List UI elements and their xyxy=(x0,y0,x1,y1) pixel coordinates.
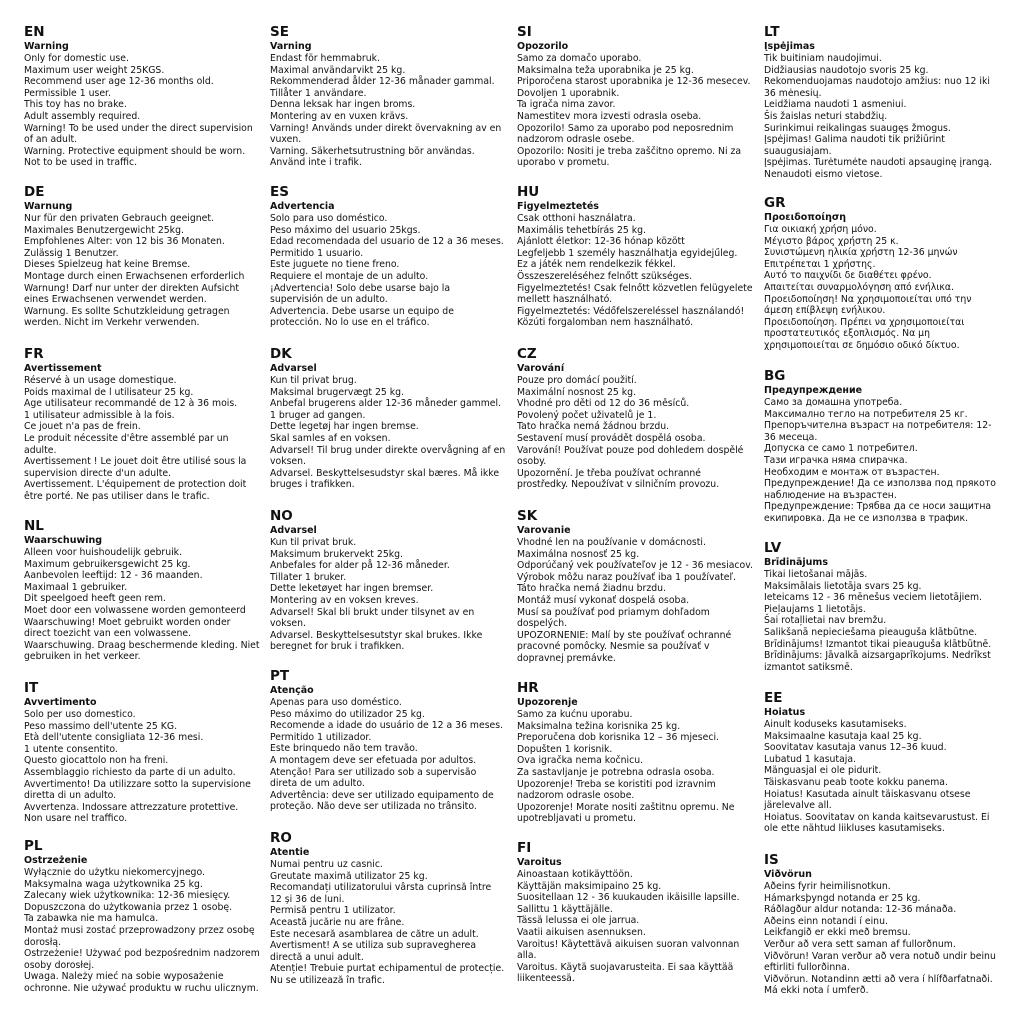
warning-line: Leikfangið er ekki með bremsu. xyxy=(764,927,911,939)
warning-line: Non usare nel traffico. xyxy=(24,813,128,825)
language-code: SI xyxy=(517,24,532,40)
warning-line: Vaatii aikuisen asennuksen. xyxy=(517,926,646,938)
language-code: IS xyxy=(764,852,779,868)
warning-line: Advarsel! Til brug under direkte overvågning af en voksen. xyxy=(270,444,506,468)
warning-line: Recomende a idade do usuário de 12 a 36 meses. xyxy=(270,720,504,732)
warning-line: Denna leksak har ingen broms. xyxy=(270,99,416,111)
language-code: RO xyxy=(270,830,292,846)
warning-line: Waarschuwing! Moet gebruikt worden onder direct toezicht van een volwassene. xyxy=(24,616,231,640)
warning-line: Age utilisateur recommandé de 12 à 36 mois. xyxy=(24,398,238,410)
warning-lines xyxy=(270,697,506,813)
warning-line: Vhodné pro děti od 12 do 36 měsíců. xyxy=(517,398,690,410)
warning-line: Le produit nécessite d'être assemblé par un adulte. xyxy=(24,432,229,456)
warning-line: Viðvörun! Varan verður að vera notuð undir beinu eftirliti fullorðinna. xyxy=(764,950,996,974)
warning-line: Maksimal brugervægt 25 kg. xyxy=(270,386,405,398)
warning-section-hu xyxy=(517,184,753,329)
warning-line: Hoiatus! Kasutada ainult täiskasvanu otsese järelevalve all. xyxy=(764,788,971,812)
warning-line: Dette leketøyet har ingen bremser. xyxy=(270,583,434,595)
language-code: ES xyxy=(270,184,289,200)
warning-line: Greutate maximă utilizator 25 kg. xyxy=(270,870,428,882)
warning-section-hr xyxy=(517,680,753,825)
warning-heading: Waarschuwing xyxy=(24,535,103,546)
warning-line: Suositellaan 12 - 36 kuukauden ikäisille lapsille. xyxy=(517,892,740,904)
warning-line: Maximales Benutzergewicht 25kg. xyxy=(24,224,184,236)
warning-line: Priporočena starost uporabnika je 12-36 mesecev. xyxy=(517,76,751,88)
warning-line: Adult assembly required. xyxy=(24,110,141,122)
warning-lines xyxy=(24,213,260,329)
warning-lines xyxy=(270,53,506,169)
warning-line: Maksymalna waga użytkownika 25 kg. xyxy=(24,878,203,890)
warning-heading: Avertissement xyxy=(24,363,102,374)
warning-heading: Avvertimento xyxy=(24,697,97,708)
warning-line: Zalecany wiek użytkownika: 12-36 miesięcy. xyxy=(24,890,231,902)
warning-lines xyxy=(517,709,753,825)
warning-line: Musí sa používať pod priamym dohľadom dospelých. xyxy=(517,606,710,630)
warning-line: Réservé à un usage domestique. xyxy=(24,375,177,386)
warning-line: Šis žaislas neturi stabdžių. xyxy=(764,110,888,122)
warning-line: Upozorenje! Morate nositi zaštitnu opremu. Ne upotrebljavati u prometu. xyxy=(517,801,735,825)
warning-section-lv xyxy=(764,540,1000,673)
warning-line: Ostrzeżenie! Używać pod bezpośrednim nadzorem osoby dorosłej. xyxy=(24,948,260,971)
warning-line: Προειδοποίηση. Πρέπει να χρησιμοποιείται προστατευτικός εξοπλισμός. Να μη χρησιμοποιείται σε δημόσιο οδικό δίκτυο. xyxy=(764,316,965,351)
warning-section-ee xyxy=(764,690,1000,835)
warning-line: Επιτρέπεται 1 χρήστης. xyxy=(764,258,876,270)
warning-line: Zulässig 1 Benutzer. xyxy=(24,247,119,259)
warning-lines xyxy=(764,881,1000,997)
warning-line: Empfohlenes Alter: von 12 bis 36 Monaten. xyxy=(24,236,225,248)
warning-section-bg xyxy=(764,368,1000,525)
warning-section-pl xyxy=(24,838,260,995)
warning-section-se xyxy=(270,24,506,169)
warning-line: Csak otthoni használatra. xyxy=(517,213,636,224)
warning-line: Advertencia. Debe usarse un equipo de protección. No lo use en el tráfico. xyxy=(270,305,454,329)
warning-line: Lubatud 1 kasutaja. xyxy=(764,753,857,765)
warning-line: Nur für den privaten Gebrauch geeignet. xyxy=(24,213,214,224)
warning-line: Opozorilo! Samo za uporabo pod neposrednim nadzorom odrasle osebe. xyxy=(517,122,734,146)
warning-line: Anbefales for alder på 12-36 måneder. xyxy=(270,560,450,572)
warning-line: Upozornění. Je třeba používat ochranné prostředky. Nepoužívat v silničním provozu. xyxy=(517,467,720,491)
warning-lines xyxy=(764,53,1000,181)
warning-line: Ta zabawka nie ma hamulca. xyxy=(24,913,159,925)
language-code: PL xyxy=(24,838,43,854)
warning-line: Advarsel! Skal bli brukt under tilsynet av en voksen. xyxy=(270,606,475,630)
warning-line: Wyłącznie do użytku niekomercyjnego. xyxy=(24,867,205,878)
warning-line: Dit speelgoed heeft geen rem. xyxy=(24,593,166,605)
warning-line: Maximális tehetbírás 25 kg. xyxy=(517,224,646,236)
warning-line: Montáž musí vykonať dospelá osoba. xyxy=(517,594,690,606)
warning-heading: Varoitus xyxy=(517,857,562,868)
warning-line: Maksimalna teža uporabnika je 25 kg. xyxy=(517,64,694,76)
warning-line: Maximální nosnost 25 kg. xyxy=(517,386,637,398)
warning-line: Má ekki nota í umferð. xyxy=(764,985,869,997)
warning-line: Ráðlagður aldur notanda: 12-36 mánaða. xyxy=(764,904,957,916)
warning-line: Only for domestic use. xyxy=(24,53,129,64)
warning-line: Pouze pro domácí použití. xyxy=(517,375,637,386)
warning-line: Maksimālais lietotāja svars 25 kg. xyxy=(764,580,922,592)
warning-line: Waarschuwing. Draag beschermende kleding. Niet gebruiken in het verkeer. xyxy=(24,639,260,663)
warning-line: Opozorilo: Nositi je treba zaščitno opremo. Ni za uporabo v prometu. xyxy=(517,145,742,169)
warning-line: Ainoastaan kotikäyttöön. xyxy=(517,869,633,880)
warning-heading: Ostrzeżenie xyxy=(24,855,88,866)
warning-line: Vhodné len na používanie v domácnosti. xyxy=(517,537,706,548)
warning-line: Permissible 1 user. xyxy=(24,87,111,99)
warning-line: Questo giocattolo non ha freni. xyxy=(24,755,169,767)
language-code: PT xyxy=(270,668,290,684)
warning-line: Összeszereléséhez felnőtt szükséges. xyxy=(517,270,693,282)
warning-line: Препоръчителна възраст на потребителя: 12-36 месеца. xyxy=(764,420,992,443)
warning-line: Leidžiama naudoti 1 asmeniui. xyxy=(764,99,907,111)
warning-line: Kun til privat bruk. xyxy=(270,537,357,548)
warning-lines xyxy=(517,213,753,329)
warning-line: Допуска се само 1 потребител. xyxy=(764,443,918,455)
warning-line: Dieses Spielzeug hat keine Bremse. xyxy=(24,259,191,271)
warning-heading: Varovanie xyxy=(517,525,571,536)
warning-line: Varoitus. Käytä suojavarusteita. Ei saa käyttää liikenteessä. xyxy=(517,961,734,985)
warning-line: Moet door een volwassene worden gemonteerd xyxy=(24,604,246,616)
warning-heading: Warning xyxy=(24,41,69,52)
warning-section-it xyxy=(24,680,260,825)
warning-line: Rekomenduojamas naudotojo amžius: nuo 12 iki 36 mėnesių. xyxy=(764,76,990,99)
warning-line: Αυτό το παιχνίδι δε διαθέτει φρένο. xyxy=(764,270,932,282)
warning-line: Varning. Säkerhetsutrustning bör användas. xyxy=(270,145,475,157)
warning-line: Täiskasvanu peab toote kokku panema. xyxy=(764,776,948,788)
warning-line: Tik buitiniam naudojimui. xyxy=(764,53,882,64)
warning-line: Samo za domačo uporabo. xyxy=(517,53,642,64)
warning-heading: Brīdinājums xyxy=(764,557,828,568)
language-code: IT xyxy=(24,680,39,696)
warning-line: Montage durch einen Erwachsenen erforderlich xyxy=(24,270,245,282)
warning-line: Ce jouet n'a pas de frein. xyxy=(24,421,141,433)
warning-line: Varning! Används under direkt övervakning av en vuxen. xyxy=(270,122,502,146)
warning-heading: Įspėjimas xyxy=(764,41,815,52)
warning-line: Varování! Používat pouze pod dohledem dospělé osoby. xyxy=(517,444,744,468)
language-code: FR xyxy=(24,346,44,362)
warning-line: Maksimalna težina korisnika 25 kg. xyxy=(517,720,681,732)
warning-line: Solo per uso domestico. xyxy=(24,709,136,720)
warning-line: Samo za kućnu uporabu. xyxy=(517,709,633,720)
warning-line: Tikai lietošanai mājās. xyxy=(764,569,868,580)
warning-line: Tässä lelussa ei ole jarrua. xyxy=(517,915,640,927)
warning-line: Peso máximo do utilizador 25 kg. xyxy=(270,708,425,720)
warning-line: Aðeins fyrir heimilisnotkun. xyxy=(764,881,891,892)
warning-line: Maksimaalne kasutaja kaal 25 kg. xyxy=(764,730,922,742)
warning-line: Permisă pentru 1 utilizator. xyxy=(270,905,396,917)
warning-heading: Atentie xyxy=(270,847,310,858)
warning-line: Maximum user weight 25KGS. xyxy=(24,64,165,76)
warning-line: Hoiatus. Soovitatav on kanda kaitsevarustust. Ei ole ette nähtud liikluses kasutamiseks. xyxy=(764,811,990,835)
warning-lines xyxy=(764,397,1000,525)
language-code: EN xyxy=(24,24,45,40)
warning-heading: Warnung xyxy=(24,201,73,212)
warning-lines xyxy=(24,53,260,169)
warning-lines xyxy=(24,709,260,825)
warning-heading: Предупреждение xyxy=(764,385,863,396)
warning-line: Dopušten 1 korisnik. xyxy=(517,743,613,755)
warning-line: Μέγιστο βάρος χρήστη 25 κ. xyxy=(764,235,899,247)
warning-line: Aanbevolen leeftijd: 12 - 36 maanden. xyxy=(24,570,203,582)
warning-heading: Figyelmeztetés xyxy=(517,201,599,212)
warning-line: Skal samles af en voksen. xyxy=(270,432,391,444)
warning-line: Απαιτείται συναρμολόγηση από ενήλικα. xyxy=(764,281,954,293)
warning-section-es xyxy=(270,184,506,329)
warning-section-gr xyxy=(764,195,1000,352)
warning-line: Avertissement ! Le jouet doit être utilisé sous la supervision directe d'un adulte. xyxy=(24,456,247,479)
warning-line: Această jucărie nu are frâne. xyxy=(270,916,405,928)
warning-line: Výrobok môžu naraz používať iba 1 používateľ. xyxy=(517,571,736,583)
warning-section-nl xyxy=(24,518,260,663)
warning-line: Permitido 1 usuario. xyxy=(270,247,364,259)
warning-line: Montering av en voksen kreves. xyxy=(270,594,419,606)
warning-lines xyxy=(517,375,753,491)
warning-line: Warning. Protective equipment should be worn. xyxy=(24,145,246,157)
warning-line: Apenas para uso doméstico. xyxy=(270,697,402,708)
warning-lines xyxy=(270,859,506,987)
warning-line: Använd inte i trafik. xyxy=(270,157,362,169)
warning-line: Advarsel. Beskyttelsesudstyr skal bæres. Må ikke bruges i trafikken. xyxy=(270,467,500,491)
language-code: LT xyxy=(764,24,780,40)
warning-line: Įspėjimas! Galima naudoti tik prižiūrint suaugusiajam. xyxy=(764,134,945,157)
warning-line: This toy has no brake. xyxy=(24,99,127,111)
warning-line: Dovoljen 1 uporabnik. xyxy=(517,87,620,99)
language-code: HR xyxy=(517,680,539,696)
warning-line: Ajánlott életkor: 12-36 hónap között xyxy=(517,236,685,248)
warning-lines xyxy=(24,375,260,503)
warning-line: Recommend user age 12-36 months old. xyxy=(24,76,214,88)
warning-line: Kun til privat brug. xyxy=(270,375,357,386)
warning-line: Didžiausias naudotojo svoris 25 kg. xyxy=(764,64,929,76)
language-code: SK xyxy=(517,508,538,524)
warning-line: Sestavení musí provádět dospělá osoba. xyxy=(517,432,706,444)
warning-line: Максимално тегло на потребителя 25 кг. xyxy=(764,408,968,420)
warning-line: Povolený počet uživatelů je 1. xyxy=(517,409,657,421)
warning-line: Tillåter 1 användare. xyxy=(270,87,367,99)
warning-line: Maximálna nosnosť 25 kg. xyxy=(517,548,640,560)
warning-line: Montaż musi zostać przeprowadzony przez osobę dorosłą. xyxy=(24,924,255,948)
warning-line: Dette legetøj har ingen bremse. xyxy=(270,421,419,433)
warning-line: Figyelmeztetés: Védőfelszereléssel használandó! xyxy=(517,305,745,317)
warning-line: A montagem deve ser efetuada por adultos. xyxy=(270,754,477,766)
language-code: NL xyxy=(24,518,44,534)
warning-line: Anbefal brugerens alder 12-36 måneder gammel. xyxy=(270,398,502,410)
warning-line: Recomandați utilizatorului vârsta cuprinsă între 12 și 36 de luni. xyxy=(270,882,492,905)
warning-line: Not to be used in traffic. xyxy=(24,157,138,169)
warning-line: Maximum gebruikersgewicht 25 kg. xyxy=(24,558,191,570)
warning-line: Συνιστώμενη ηλικία χρήστη 12-36 μηνών xyxy=(764,247,958,259)
warning-line: Ainult koduseks kasutamiseks. xyxy=(764,719,907,730)
warning-line: Sallittu 1 käyttäjälle. xyxy=(517,903,613,915)
warning-line: 1 utente consentito. xyxy=(24,743,118,755)
warning-line: Предупреждение: Трябва да се носи защитна екипировка. Да не се използва в трафик. xyxy=(764,501,992,524)
warning-line: Avertisment! A se utiliza sub supravegherea directă a unui adult. xyxy=(270,940,477,963)
warning-line: Brīdinājums! Izmantot tikai pieauguša klātbūtnē. xyxy=(764,638,992,650)
warning-line: Brīdinājums: Jāvalkā aizsargaprīkojums. Nedrīkst izmantot satiksmē. xyxy=(764,650,991,673)
warning-line: Namestitev mora izvesti odrasla oseba. xyxy=(517,110,702,122)
language-code: LV xyxy=(764,540,782,556)
warning-line: Közúti forgalomban nem használható. xyxy=(517,317,694,329)
warning-line: Uwaga. Należy mieć na sobie wyposażenie ochronne. Nie używać produktu w ruchu ulicznym. xyxy=(24,971,259,994)
warning-section-en xyxy=(24,24,260,169)
language-code: NO xyxy=(270,508,293,524)
warning-line: Surinkimui reikalingas suaugęs žmogus. xyxy=(764,122,951,134)
warning-line: Advertência: deve ser utilizado equipamento de proteção. Não deve ser utilizada no trânsito. xyxy=(270,789,494,813)
warning-lines xyxy=(517,53,753,169)
warning-lines xyxy=(270,375,506,491)
warning-line: Peso máximo del usuario 25kgs. xyxy=(270,224,421,236)
warning-line: Este juguete no tiene freno. xyxy=(270,259,400,271)
warning-line: Warnung! Darf nur unter der direkten Aufsicht eines Erwachsenen verwendet werden. xyxy=(24,282,240,306)
warning-line: Rekommenderad ålder 12-36 månader gammal. xyxy=(270,76,495,88)
warning-line: Preporučena dob korisnika 12 – 36 mjeseci. xyxy=(517,732,719,744)
language-code: SE xyxy=(270,24,289,40)
warning-line: Upozorenje! Treba se koristiti pod izravnim nadzorom odrasle osobe. xyxy=(517,778,716,802)
language-code: EE xyxy=(764,690,783,706)
warning-heading: Atenção xyxy=(270,685,314,696)
warning-line: Za sastavljanje je potrebna odrasla osoba. xyxy=(517,766,715,778)
warning-line: 1 bruger ad gangen. xyxy=(270,409,366,421)
warning-section-lt xyxy=(764,24,1000,181)
warning-line: Varoitus! Käytettävä aikuisen suoran valvonnan alla. xyxy=(517,938,740,962)
warning-line: Alleen voor huishoudelijk gebruik. xyxy=(24,547,183,558)
warning-section-fi xyxy=(517,840,753,985)
warning-line: Este necesară asamblarea de către un adult. xyxy=(270,928,479,940)
warning-line: Για οικιακή χρήση μόνο. xyxy=(764,224,877,235)
warning-line: Dopuszczona do użytkowania przez 1 osobę. xyxy=(24,901,233,913)
warning-line: Ta igrača nima zavor. xyxy=(517,99,616,111)
warning-line: Warnung. Es sollte Schutzkleidung getragen werden. Nicht im Verkehr verwenden. xyxy=(24,305,230,329)
warning-line: Προειδοποίηση! Να χρησιμοποιείται υπό την άμεση επίβλεψη ενήλικου. xyxy=(764,293,972,317)
warning-heading: Advarsel xyxy=(270,525,317,536)
language-code: BG xyxy=(764,368,786,384)
warning-lines xyxy=(764,224,1000,352)
warning-lines xyxy=(24,867,260,995)
warning-heading: Upozorenje xyxy=(517,697,578,708)
warning-lines xyxy=(517,537,753,665)
warning-line: Solo para uso doméstico. xyxy=(270,213,388,224)
warning-line: Montering av en vuxen krävs. xyxy=(270,110,409,122)
warning-line: Poids maximal de l utilisateur 25 kg. xyxy=(24,386,194,398)
warning-line: Avertissement. L'équipement de protection doit être porté. Ne pas utiliser dans le trafic. xyxy=(24,479,247,502)
warning-line: Maximal användarvikt 25 kg. xyxy=(270,64,406,76)
warning-line: Edad recomendada del usuario de 12 a 36 meses. xyxy=(270,236,504,248)
warning-line: Advarsel. Beskyttelsesutstyr skal brukes. Ikke beregnet for bruk i trafikken. xyxy=(270,629,483,653)
warning-section-cz xyxy=(517,346,753,491)
language-code: HU xyxy=(517,184,540,200)
warning-line: Nenaudoti eismo vietose. xyxy=(764,168,883,180)
warning-line: Tato hračka nemá žádnou brzdu. xyxy=(517,421,670,433)
warning-heading: Advertencia xyxy=(270,201,335,212)
warning-line: Необходим е монтаж от възрастен. xyxy=(764,466,940,478)
warning-section-no xyxy=(270,508,506,653)
warning-line: Legfeljebb 1 személy használhatja egyidejűleg. xyxy=(517,247,738,259)
warning-line: 1 utilisateur admissible à la fois. xyxy=(24,409,175,421)
warning-line: Предупреждение! Да се използва под прякото наблюдение на възрастен. xyxy=(764,478,996,501)
warning-line: Ez a játék nem rendelkezik fékkel. xyxy=(517,259,676,271)
warning-line: Táto hračka nemá žiadnu brzdu. xyxy=(517,583,666,595)
warning-line: Este brinquedo não tem travão. xyxy=(270,743,418,755)
warning-line: Atenção! Para ser utilizado sob a supervisão direta de um adulto. xyxy=(270,766,477,790)
warning-line: Tillater 1 bruker. xyxy=(270,571,347,583)
warning-section-fr xyxy=(24,346,260,503)
warning-line: Assemblaggio richiesto da parte di un adulto. xyxy=(24,766,236,778)
warning-line: Peso massimo dell'utente 25 KG. xyxy=(24,720,178,732)
warning-line: Numai pentru uz casnic. xyxy=(270,859,383,870)
warning-line: Viðvörun. Notandinn ætti að vera í hlífðarfatnaði. xyxy=(764,973,993,985)
warning-section-pt xyxy=(270,668,506,813)
warning-line: Maximaal 1 gebruiker. xyxy=(24,581,128,593)
warning-line: Requiere el montaje de un adulto. xyxy=(270,270,429,282)
warning-line: Aðeins einn notandi í einu. xyxy=(764,915,888,927)
warning-line: Permitido 1 utilizador. xyxy=(270,731,372,743)
warning-line: Ieteicams 12 - 36 mēnešus veciem lietotājiem. xyxy=(764,592,982,604)
language-code: GR xyxy=(764,195,786,211)
warning-heading: Advarsel xyxy=(270,363,317,374)
warning-line: Само за домашна употреба. xyxy=(764,397,903,408)
warning-line: UPOZORNENIE: Malí by ste používať ochranné pracovné pomôcky. Nesmie sa používať v dopravnej premávke. xyxy=(517,629,732,664)
warning-line: Soovitatav kasutaja vanus 12–36 kuud. xyxy=(764,742,947,754)
warning-line: Salikšanā nepieciešama pieauguša klātbūtne. xyxy=(764,626,978,638)
warning-line: Figyelmeztetés! Csak felnőtt közvetlen felügyelete mellett használható. xyxy=(517,282,753,306)
warning-heading: Hoiatus xyxy=(764,707,806,718)
warning-line: Endast för hemmabruk. xyxy=(270,53,380,64)
warning-lines xyxy=(270,537,506,653)
warning-lines xyxy=(517,869,753,985)
warning-line: Käyttäjän maksimipaino 25 kg. xyxy=(517,880,662,892)
warning-section-is xyxy=(764,852,1000,997)
language-code: DE xyxy=(24,184,45,200)
warning-line: Hámarksþyngd notanda er 25 kg. xyxy=(764,892,921,904)
warning-heading: Opozorilo xyxy=(517,41,569,52)
warning-section-sk xyxy=(517,508,753,665)
warning-line: Verður að vera sett saman af fullorðnum. xyxy=(764,938,956,950)
warning-line: Età dell'utente consigliata 12-36 mesi. xyxy=(24,732,204,744)
warning-section-dk xyxy=(270,346,506,491)
warning-heading: Varování xyxy=(517,363,565,374)
warning-line: Įspėjimas. Turėtumėte naudoti apsauginę įrangą. xyxy=(764,157,993,169)
warning-lines xyxy=(270,213,506,329)
warning-lines xyxy=(764,569,1000,673)
warning-heading: Varning xyxy=(270,41,312,52)
warning-line: Šai rotaļlietai nav bremžu. xyxy=(764,615,887,627)
warning-line: ¡Advertencia! Solo debe usarse bajo la supervisión de un adulto. xyxy=(270,282,451,306)
warning-line: Warning! To be used under the direct supervision of an adult. xyxy=(24,122,253,146)
language-code: DK xyxy=(270,346,292,362)
warning-line: Pieļaujams 1 lietotājs. xyxy=(764,603,866,615)
warning-lines xyxy=(24,547,260,663)
warning-section-si xyxy=(517,24,753,169)
warning-line: Atenție! Trebuie purtat echipamentul de protecție. Nu se utilizează în trafic. xyxy=(270,963,505,986)
warning-line: Тази играчка няма спирачка. xyxy=(764,454,908,466)
warning-line: Avvertimento! Da utilizzare sotto la supervisione diretta di un adulto. xyxy=(24,778,251,802)
warning-lines xyxy=(764,719,1000,835)
warning-line: Maksimum brukervekt 25kg. xyxy=(270,548,403,560)
warning-section-ro xyxy=(270,830,506,987)
language-code: FI xyxy=(517,840,532,856)
warning-line: Avvertenza. Indossare attrezzature protettive. xyxy=(24,801,239,813)
warning-heading: Viðvörun xyxy=(764,869,812,880)
warning-line: Ova igračka nema kočnicu. xyxy=(517,755,644,767)
warning-heading: Προειδοποίηση xyxy=(764,212,846,223)
language-code: CZ xyxy=(517,346,537,362)
warning-line: Odporúčaný vek používateľov je 12 - 36 mesiacov. xyxy=(517,560,753,572)
warning-section-de xyxy=(24,184,260,329)
warning-line: Mänguasjal ei ole pidurit. xyxy=(764,765,882,777)
